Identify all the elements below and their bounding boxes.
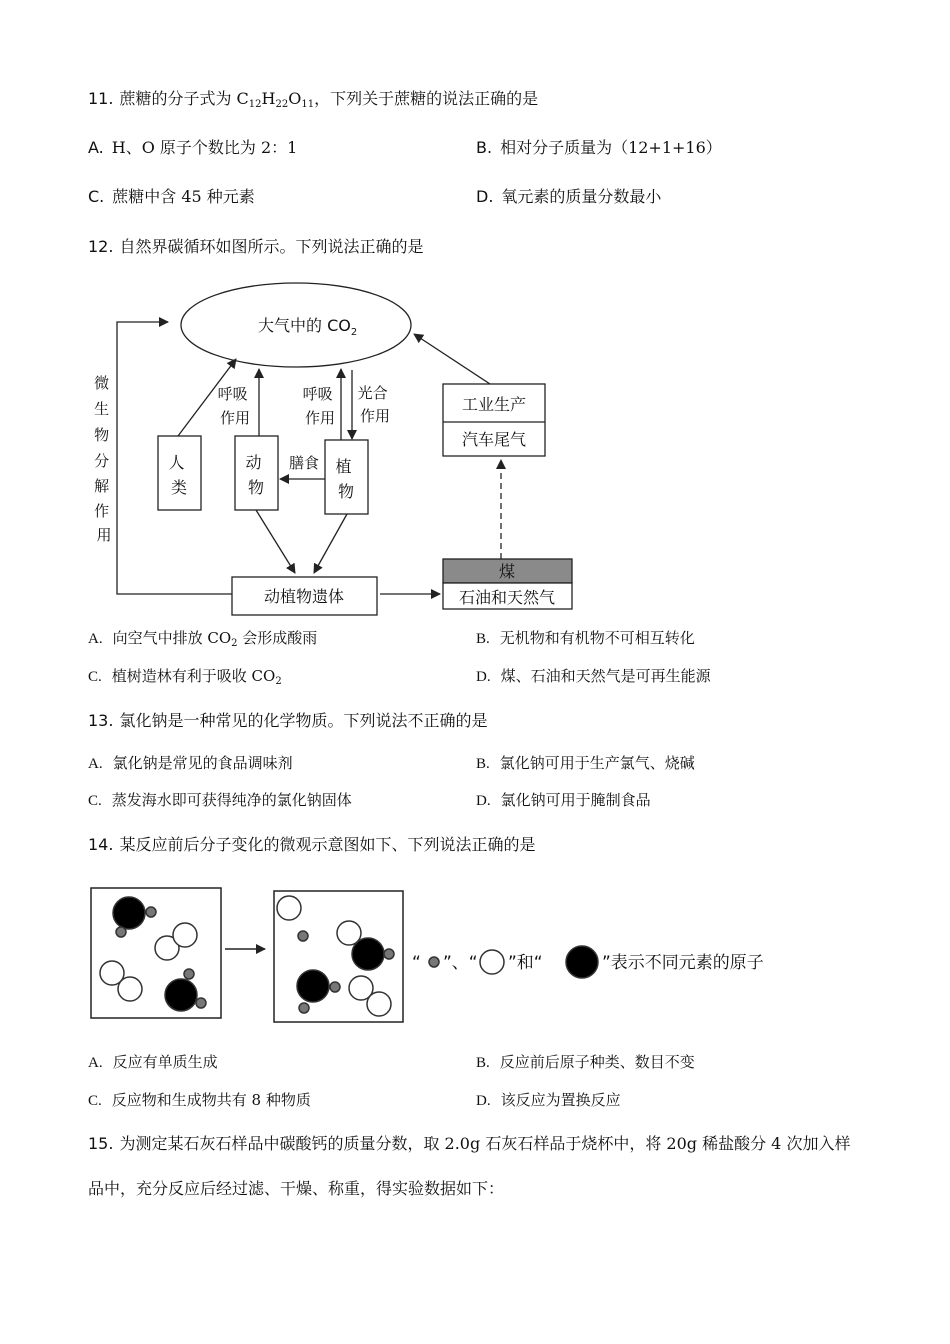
option-b: B. 氯化钠可用于生产氯气、烧碱	[476, 754, 695, 772]
option-b: B. 相对分子质量为（12+1+16）	[476, 138, 722, 157]
white-atom	[277, 896, 301, 920]
question-stem: 自然界碳循环如图所示。下列说法正确的是	[119, 237, 424, 256]
feeding-label: 膳食	[289, 454, 320, 472]
black-atom-legend	[566, 946, 598, 978]
question-stem-continued: 品中，充分反应后经过滤、干燥、称重，得实验数据如下：	[88, 1179, 505, 1198]
option-d: D. 该反应为置换反应	[476, 1091, 621, 1109]
small-atom	[299, 1003, 309, 1013]
small-atom	[298, 931, 308, 941]
white-atom	[367, 992, 391, 1016]
white-atom	[173, 923, 197, 947]
black-atom	[113, 897, 145, 929]
question-stem: 氯化钠是一种常见的化学物质。下列说法不正确的是	[119, 711, 488, 730]
small-atom-legend	[429, 957, 439, 967]
small-atom	[384, 949, 394, 959]
respiration-label-animal: 呼吸 作用	[217, 385, 251, 427]
industry-atmosphere-arrow	[414, 334, 490, 384]
svg-text:”、“: ”、“	[443, 953, 478, 973]
question-number: 15.	[88, 1134, 114, 1153]
question-13	[88, 710, 487, 732]
black-atom	[297, 970, 329, 1002]
option-d: D. 氧元素的质量分数最小	[476, 187, 662, 206]
question-number: 14.	[88, 835, 114, 854]
white-atom	[118, 977, 142, 1001]
photosynthesis-label: 光合 作用	[357, 384, 391, 425]
question-15-continued	[88, 1178, 504, 1200]
option-d: D. 煤、石油和天然气是可再生能源	[476, 667, 711, 685]
atmosphere-label: 大气中的 $CO_2$	[258, 316, 358, 338]
option-a: A. 向空气中排放 $CO_2$ 会形成酸雨	[88, 629, 318, 649]
svg-text:“: “	[412, 953, 421, 973]
question-stem: 某反应前后分子变化的微观示意图如下、下列说法正确的是	[119, 835, 536, 854]
svg-text:”和“: ”和“	[508, 953, 543, 973]
plants-box	[325, 440, 368, 514]
question-number: 12.	[88, 237, 114, 256]
respiration-label-plant: 呼吸 作用	[302, 385, 336, 427]
small-atom	[184, 969, 194, 979]
black-atom	[352, 938, 384, 970]
animals-box	[235, 436, 278, 510]
question-stem: 为测定某石灰石样品中碳酸钙的质量分数，取 2.0g 石灰石样品于烧杯中，将 20g 稀盐酸分 4 次加入样	[119, 1134, 851, 1153]
option-b: B. 无机物和有机物不可相互转化	[476, 629, 695, 647]
question-number: 13.	[88, 711, 114, 730]
option-d: D. 氯化钠可用于腌制食品	[476, 791, 651, 809]
option-c: C. 蔗糖中含 45 种元素	[88, 187, 255, 206]
white-atom-legend	[480, 950, 504, 974]
small-atom	[116, 927, 126, 937]
option-c: C. 植树造林有利于吸收 $CO_2$	[88, 667, 282, 687]
exhaust-label: 汽车尾气	[461, 430, 527, 449]
humans-label: 人 类	[168, 453, 188, 497]
question-15	[88, 1133, 850, 1155]
coal-label: 煤	[498, 562, 516, 581]
reaction-diagram	[0, 880, 950, 1030]
atom-legend	[412, 946, 764, 978]
option-c: C. 蒸发海水即可获得纯净的氯化钠固体	[88, 791, 352, 809]
animals-remains-arrow	[256, 510, 295, 573]
humans-box	[158, 436, 201, 510]
question-number: 11.	[88, 89, 114, 108]
carbon-cycle-diagram	[0, 0, 950, 640]
option-a: A. 反应有单质生成	[88, 1053, 218, 1071]
svg-text:”表示不同元素的原子: ”表示不同元素的原子	[602, 953, 764, 973]
oilgas-label: 石油和天然气	[458, 588, 556, 607]
option-c: C. 反应物和生成物共有 8 种物质	[88, 1091, 311, 1109]
industry-label: 工业生产	[461, 395, 527, 414]
small-atom	[146, 907, 156, 917]
microbe-label: 微 生 物 分 解 作 用	[94, 374, 112, 544]
option-a: A. H、O 原子个数比为 2：1	[88, 138, 298, 157]
question-stem: 蔗糖的分子式为 $C_{12}H_{22}O_{11}$，下列关于蔗糖的说法正确的是	[119, 89, 539, 110]
animals-label: 动 物	[245, 453, 265, 497]
small-atom	[196, 998, 206, 1008]
option-b: B. 反应前后原子种类、数目不变	[476, 1053, 695, 1071]
plants-label: 植 物	[335, 457, 355, 501]
black-atom	[165, 979, 197, 1011]
option-a: A. 氯化钠是常见的食品调味剂	[88, 754, 293, 772]
question-14	[88, 834, 535, 856]
small-atom	[330, 982, 340, 992]
remains-label: 动植物遗体	[263, 587, 345, 606]
plants-remains-arrow	[314, 514, 347, 573]
